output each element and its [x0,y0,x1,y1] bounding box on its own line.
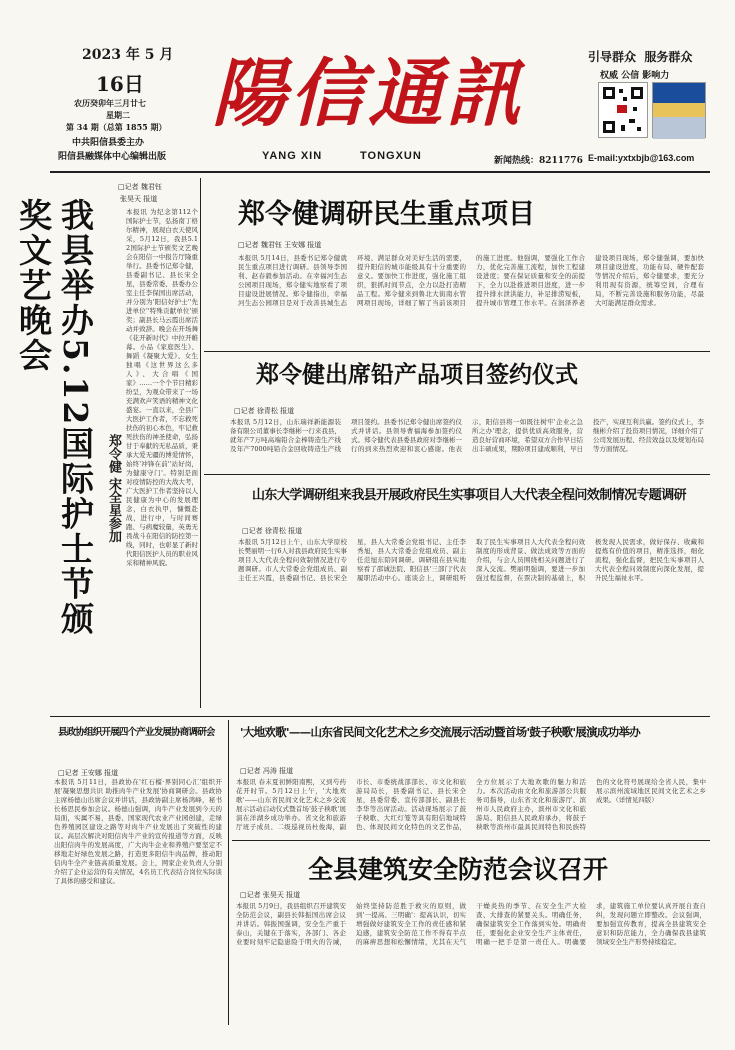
nurses-reporter-2: 张昊天 报道 [120,195,158,203]
nurses-reporter-1: □记者 魏君钰 [118,183,162,191]
brief-left-body: 本报讯 5月11日，县政协在'红石榴·界别同心汇'组织开展'凝聚思想共识 助推肉牛产业发展'协商调研会。县政协主席杨德山出席会议并讲话，县政协副主席杨鸿峰，秘书长杨思民参加会议。杨德山强调，肉牛产业发展到今天的局面，实属不易，县委、国家现代农业产业园创建，走绿色养殖园区建设之路等对肉牛产业发展出了突破性的建议。高层次解决对阳信肉牛产业的宣传报道等方面，反映出阳信肉牛的发展高度，广大肉牛企业和养殖户要坚定不移地走好绿色发展之路，打造更多阳信牛肉品牌，推动阳信肉牛全产业链高质量发展。会上，网家企业负责人分别介绍了企业运营的有关情况，4名员工代表结合岗位实际谈了具体的感受和建议。 [54,778,222,885]
safety-body: 本报讯 5月9日，我县组织召开建筑安全防范会议，副县长韩振国出席会议并讲话。韩振国强调，安全生产重于泰山，关键在于落实，各部门、各企业要时刻牢记隐患险于明火的告诫，始终坚持防范胜于救灾的原则，做到'一提高、三明确'：提高认识，切实增强做好建筑安全工作的责任感和紧迫感，建筑安全防范工作不得有半点的麻痹思想和松懈情绪，尤其在天气干燥炎热的季节、在安全生产大检查、大排查的紧要关头。明确任务，确保建筑安全工作落到实处。明确责任，要强化企业安全生产主体责任，明确一把手是第一责任人。明确要求，建筑施工单位要认真开展自查自纠，发现问题立即整改。会议强调，要加强宣传教育，提高全县建筑安全意识和防范能力，全力确保我县建筑领域安全生产形势持续稳定。 [236,902,706,946]
masthead [0,0,735,170]
lead-project-reporter: □记者 徐青松 报道 [234,407,295,415]
safety-reporter: □记者 张昊天 报道 [240,891,301,899]
safety-headline: 全县建筑安全防范会议召开 [308,855,609,884]
shandong-univ-body: 本报讯 5月12日上午，山东大学原校长樊丽明一行6人对我县政府民生实事项目人大代表全程问效制情况进行专题调研。市人大常委会党组成员、副主任王兴霞，县委副书记、县长宋全星，县人大常委会党组书记、主任李秀旭，县人大常委会党组成员、副主任范旭东陪同调研。调研组在县实地察看了邵诚法院、阳信县'三部门'代表履职活动中心。座谈会上，调研组听取了民生实事项目人大代表全程问效制度的形成背景、做法成效等方面的介绍，与会人员围绕相关问题进行了深入交流。樊丽明强调，要进一步加强过程监督，在票决制的基础上，积极发现人民需求，做好保存、收藏和提炼有价值的项目，精准选择，细化流程，强化监督，把民生实事项目人大代表全程问效制度向深化发展，提升民生福祉水平。 [238,538,704,582]
brief-left-article [50,720,226,1030]
masthead-issue: 第 34 期（总第 1855 期） [66,122,167,132]
livelihood-headline: 郑令健调研民生重点项目 [238,199,535,230]
nurses-subhead: 郑令健 宋全星参加 [106,434,121,543]
drum-headline: '大地欢歌'——山东省民间文化艺术之乡交流展示活动暨首场'鼓子秧歌'展演成功举办 [240,725,641,739]
masthead-slogan: 引导群众 服务群众 [588,50,693,64]
nurses-headline: 我县举办5.12国际护士节颁奖文艺晚会 [14,198,95,637]
drum-article [232,720,710,838]
safety-article [232,844,710,1030]
mid-rule [50,716,710,717]
qr-code-icon [599,83,647,137]
qr-code [598,82,648,138]
drum-body: 本报讯 春末夏初鲜阳南熙，又到芍药花开时节。5月12日上午，'大地欢歌'——山东省民间文化艺术之乡交流展示活动启动仪式暨首场'鼓子秧歌'展演在洋湖乡成功举办。省文化和旅游厅班子成员、二级巡视员杜俊海，副市长、市委统战部部长、市文化和旅游局局长，县委副书记、县长宋全星，县委常委、宣传部部长、副县长李华等出席活动。活动现场展示了鼓子秧歌、大红灯笼等具有阳信地域特色、体现民间文化特色的文艺作品，全方位展示了大地欢歌的魅力和活力。本次活动由文化和旅游部公共服务司指导，山东省文化和旅游厅、滨州市人民政府主办，滨州市文化和旅游局、阳信县人民政府承办，将鼓子秧歌等滨州市最具民间特色和民族特色的文化符号展现给全省人民，集中展示滨州流域地区民间文化艺术之乡成果。（详情见四版） [236,778,706,831]
livelihood-body: 本报讯 5月14日，县委书记郑令健就民生重点项目进行调研。县领导李国利、赵春毅参加活动。在幸福河生态公园项目现场，郑令健实地察看了项目建设进展情况。郑令健指出，幸福河生态公园项目是对于改善县城生态环境、满足群众对美好生活的需要，提升阳信的城市能级具有十分重要的意义。要加快工作进度，强化施工组织，狠抓时间节点，全力以赴打造精品工程。郑令健来到鲁北大街南水管网项目现场，详细了解了当前该项目的施工进度。他强调，要强化工作合力，优化完善施工流程，加快工程建设进度；要在保证质量和安全的前提下，全力以赴推进项目进度，进一步提升排水泄洪能力，补足排涝短板，提升城市管理工作水平。在润泽养老建设项目现场，郑令健强调，要加快项目建设进度，功能布局、硬件配套等情况介绍后，郑令健要求，要充分利用现有资源，统筹空间，合理布局，不断完善设施和服务功能，尽最大可能满足群众需求。 [238,254,704,307]
masthead-pinyin-left: YANG XIN [262,150,323,162]
masthead-logo: 陽信通訊 [212,51,524,137]
bottom-left-rule [228,720,229,1025]
livelihood-reporter: □记者 魏君钰 王安娜 报道 [238,241,322,249]
masthead-weekday: 星期二 [106,110,130,120]
lead-project-headline: 郑令健出席铅产品项目签约仪式 [256,361,578,388]
nurses-body: 本报讯 为纪念第112个国际护士节，弘扬南丁格尔精神，展现白衣天使风采，5月12日，我县5.12国际护士节颁奖文艺晚会在阳信一中报告厅隆重举行。县委书记郑令健，县委副书记、县长宋全星，县委常委、县委办公室主任李保国出席活动，并分别为'阳信好护士''先进单位''特殊贡献单位'颁奖；副县长马云霞出席活动并致辞。晚会在开场舞《花开新时代》中拉开帷幕。小品《家庭医生》、舞蹈《凝聚大爱》、女生独唱《这世界这么多人》、大合唱《国家》……一个个节目精彩纷呈，为观众带来了一场充满欢声笑语的精神文化盛宴。一直以来，全县广大医护工作者，不忘救死扶伤的初心本色，牢记救死扶伤的神圣使命，弘扬甘于奉献的无私品质，秉承大爱无疆的博爱情怀，始终'冲锋在前''站好岗，为健康守门'。特别是面对疫情防控的大战大考，广大医护工作者坚持以人民健康为中心的发展理念，白衣执甲，慷慨赴战，进行中，与时间赛跑、与病魔较量，英勇无畏战斗在阳信的防控第一线，同时，也彰显了新时代阳信医护人员的职业风采和精神风貌。 [126,208,198,567]
masthead-tagline: 权威 公信 影响力 [600,71,670,81]
masthead-rule [50,171,710,173]
lead-project-rule [204,474,710,475]
brief-left-reporter: □记者 王安娜 报道 [58,769,119,777]
masthead-pinyin-right: TONGXUN [360,150,422,162]
lead-project-article [204,354,710,472]
shandong-univ-reporter: □记者 徐青松 报道 [242,527,303,535]
drum-rule [232,840,710,841]
shandong-univ-headline: 山东大学调研组来我县开展政府民生实事项目人大代表全程问效制情况专题调研 [252,488,687,503]
left-column-rule [200,178,201,708]
masthead-lunar: 农历癸卯年三月廿七 [74,98,146,108]
masthead-hotline: 新闻热线：8211776 [494,156,583,166]
shandong-univ-article [204,478,710,714]
masthead-day: 16日 [96,72,144,96]
masthead-email: E-mail:yxtxbjb@163.com [588,153,695,163]
lead-project-body: 本报讯 5月12日，山东瑞祥新能源装备有限公司董事长李继彬一行来我县，就年产7万吨高端铅合金棒铸造生产线及年产7000吨铅合金回收铸造生产线项目签约。县委书记郑令健出席签约仪式并讲话。县领导曹福海参加签约仪式。郑令健代表县委县政府对李继彬一行的到来热烈欢迎和衷心感谢。他表示，阳信县将一如既往树牢'企业之急所之办'理念，提供优质高效服务，营造良好营商环境，希望双方合作早日结出丰硕成果，期盼项目建成顺利，早日投产，实现互利共赢。签约仪式上，李继彬介绍了投资项目情况，详细介绍了公司发展历程、经营效益以及规划布局等方面情况。 [230,418,704,453]
masthead-sponsor: 中共阳信县委主办 [72,138,145,148]
brief-left-headline: 县政协组织开展四个产业发展协商调研会 [58,727,215,738]
livelihood-rule [204,351,710,352]
masthead-year-month: 2023 年 5 月 [82,47,174,63]
app-promo-image [652,82,706,138]
livelihood-article [204,178,710,350]
drum-reporter: □记者 冯涛 报道 [240,767,294,775]
masthead-publisher: 阳信县融媒体中心编辑出版 [58,152,167,162]
nurses-article [14,178,200,718]
